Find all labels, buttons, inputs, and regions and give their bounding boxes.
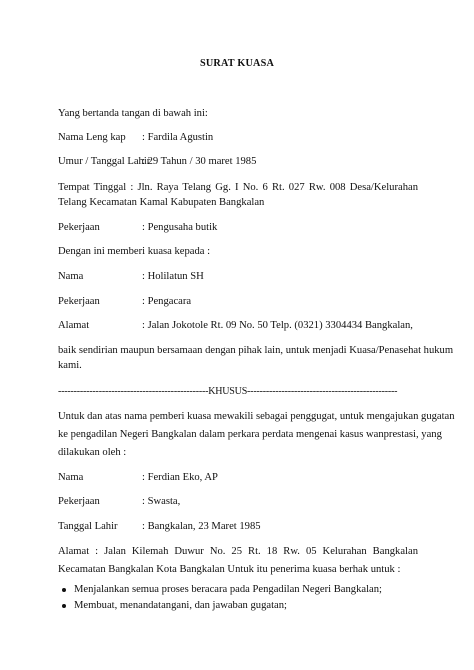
defendant-dob-value: : Bangkalan, 23 Maret 1985 <box>142 521 261 532</box>
attorney-address-value: : Jalan Jokotole Rt. 09 No. 50 Telp. (0321) 3304434 Bangkalan, <box>142 320 413 331</box>
attorney-name-value: : Holilatun SH <box>142 271 204 282</box>
attorney-job-value: : Pengacara <box>142 296 192 307</box>
capacity-line-2: kami. <box>58 360 82 371</box>
grantor-age-label: Umur / Tanggal Lahir <box>58 156 151 167</box>
defendant-job-label: Pekerjaan <box>58 496 100 507</box>
defendant-address-line-1: Alamat : Jalan Kilemah Duwur No. 25 Rt. 18 Rw. 05 Kelurahan Bangkalan <box>58 546 418 557</box>
grantor-job-label: Pekerjaan <box>58 222 100 233</box>
capacity-line-1: baik sendirian maupun bersamaan dengan pihak lain, untuk menjadi Kuasa/Penasehat hukum <box>58 345 454 356</box>
grantor-job-value: : Pengusaha butik <box>142 222 218 233</box>
defendant-job-value: : Swasta, <box>142 496 181 507</box>
defendant-dob-label: Tanggal Lahir <box>58 521 118 532</box>
power-item-2: Membuat, menandatangani, dan jawaban gugatan; <box>74 600 287 611</box>
intro-text: Yang bertanda tangan di bawah ini: <box>58 108 208 119</box>
grant-text: Dengan ini memberi kuasa kepada : <box>58 246 211 257</box>
special-line-1: Untuk dan atas nama pemberi kuasa mewakili sebagai penggugat, untuk mengajukan gugatan <box>58 411 455 422</box>
attorney-name-label: Nama <box>58 271 84 282</box>
khusus-separator: ------------------------------------------------KHUSUS------------------------------------------------ <box>58 386 398 397</box>
special-line-2: ke pengadilan Negeri Bangkalan dalam perkara perdata mengenai kasus wanprestasi, yang <box>58 429 442 440</box>
grantor-address-line-2: Telang Kecamatan Kamal Kabupaten Bangkalan <box>58 197 265 208</box>
special-line-3: dilakukan oleh : <box>58 447 127 458</box>
bullet-icon <box>62 588 66 592</box>
attorney-address-label: Alamat <box>58 320 90 331</box>
attorney-job-label: Pekerjaan <box>58 296 100 307</box>
power-item-1: Menjalankan semua proses beracara pada Pengadilan Negeri Bangkalan; <box>74 584 382 595</box>
grantor-age-value: : 29 Tahun / 30 maret 1985 <box>142 156 257 167</box>
defendant-name-label: Nama <box>58 472 84 483</box>
grantor-name-label: Nama Leng kap <box>58 132 126 143</box>
defendant-address-line-2: Kecamatan Bangkalan Kota Bangkalan Untuk itu penerima kuasa berhak untuk : <box>58 564 401 575</box>
grantor-name-value: : Fardila Agustin <box>142 132 214 143</box>
grantor-address-line-1: Tempat Tinggal : Jln. Raya Telang Gg. I No. 6 Rt. 027 Rw. 008 Desa/Kelurahan <box>58 182 418 193</box>
bullet-icon <box>62 604 66 608</box>
defendant-name-value: : Ferdian Eko, AP <box>142 472 218 483</box>
document-title: SURAT KUASA <box>200 58 274 69</box>
